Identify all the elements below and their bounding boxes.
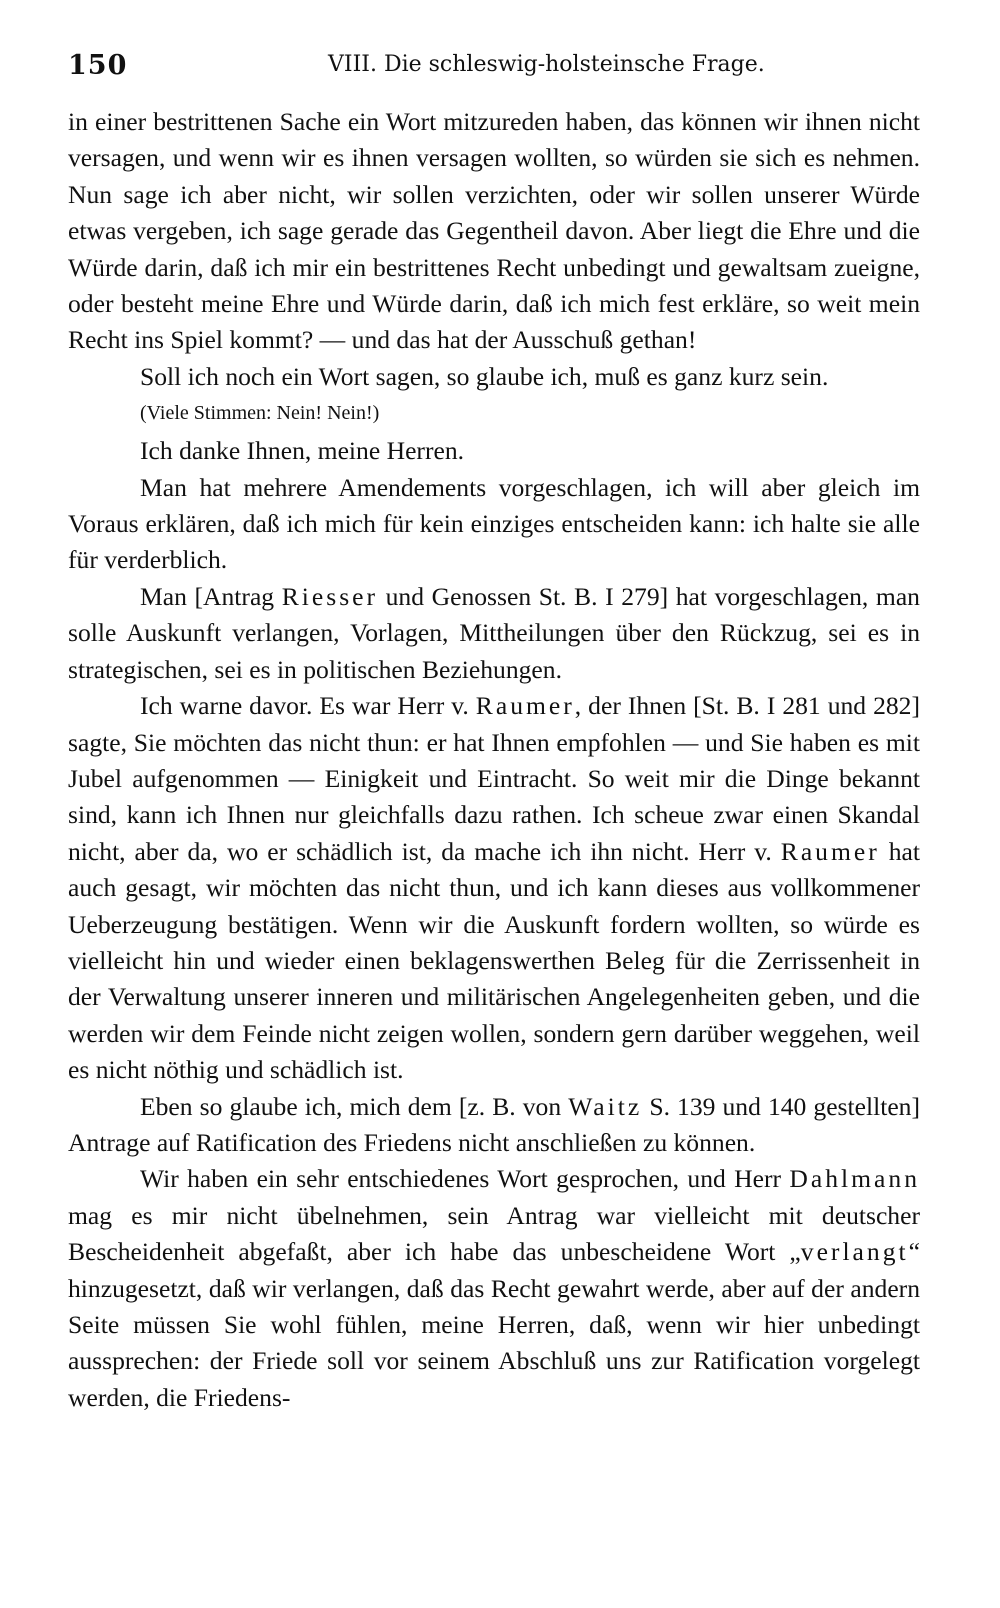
text-segment: Wir haben ein sehr entschiedenes Wort gesprochen, und Herr [140,1164,790,1194]
paragraph-continuation: in einer bestrittenen Sache ein Wort mitzureden haben, das können wir ihnen nicht versagen, und wenn wir es ihnen versagen wollten, so würden sie sich es nehmen. Nun sage ich aber nicht, wir sollen verzichten, oder wir sollen unserer Würde etwas vergeben, ich sage gerade das Gegentheil davon. Aber liegt die Ehre und die Würde darin, daß ich mir ein bestrittenes Recht unbedingt und gewaltsam zueigne, oder besteht meine Ehre und Würde darin, daß ich mich fest erkläre, so weit mein Recht ins Spiel kommt? — und das hat der Ausschuß gethan! [68,107,920,355]
spaced-word: verlangt [800,1237,909,1267]
running-head [68,40,920,90]
text-segment: S. 139 und 140 gestellten] Antrage auf Ratification des Friedens nicht anschließen zu können. [68,1091,920,1157]
paragraph: Man hat mehrere Amendements vorgeschlagen, ich will aber gleich im Voraus erklären, daß ich mich für kein einziges entscheiden kann: ich halte sie alle für verderblich. [68,472,920,575]
text-segment: und Genossen St. B. I 279] hat vorgeschlagen, man solle Auskunft verlangen, Vorlagen, Mittheilungen über den Rückzug, sei es in strategischen, sei es in politischen Beziehungen. [68,581,920,684]
paragraph: Ich danke Ihnen, meine Herren. [140,436,465,466]
text-segment: Ich warne davor. Es war Herr v. [140,691,476,721]
spaced-name: Riesser [281,581,379,611]
text-segment: “ hinzugesetzt, daß wir verlangen, daß das Recht gewahrt werde, aber auf der andern Seite müssen Sie wohl fühlen, meine Herren, daß, wenn wir hier unbedingt aussprechen: der Friede soll vor seinem Abschluß uns zur Ratification vorgelegt werden, die Friedens- [68,1237,920,1412]
paragraph [68,688,920,1088]
interjection: (Viele Stimmen: Nein! Nein!) [140,402,380,425]
book-page [68,40,920,1580]
text-segment: Eben so glaube ich, mich dem [z. B. von [140,1091,569,1121]
paragraph [68,1089,920,1162]
page-number: 150 [68,50,128,81]
text-segment: , der Ihnen [St. B. I 281 und 282] sagte, Sie möchten das nicht thun: er hat Ihnen empfohlen — und Sie haben es mit Jubel aufgenommen — Einigkeit und Eintracht. So weit mir die Dinge bekannt sind, kann ich Ihnen nur gleichfalls dazu rathen. Ich scheue zwar einen Skandal nicht, aber da, wo er schädlich ist, da mache ich ihn nicht. Herr v. [68,691,920,866]
spaced-name: Dahlmann [789,1164,920,1194]
spaced-name: Raumer [475,691,575,721]
paragraph [68,579,920,688]
text-segment: hat auch gesagt, wir möchten das nicht thun, und ich kann dieses aus vollkommener Ueberzeugung bestätigen. Wenn wir die Auskunft fordern wollten, so würde es vielleicht hin und wieder einen beklagenswerthen Beleg für die Zerrissenheit in der Verwaltung unserer inneren und militärischen Angelegenheiten geben, und die werden wir dem Feinde nicht zeigen wollen, sondern gern darüber weggehen, weil es nicht nöthig und schädlich ist. [68,836,920,1085]
chapter-title: VIII. Die schleswig-holsteinsche Frage. [328,52,765,77]
spaced-name: Waitz [568,1091,643,1121]
paragraph [68,1161,920,1416]
body-text [68,104,920,1416]
text-segment: mag es mir nicht übelnehmen, sein Antrag war vielleicht mit deutscher Bescheidenheit abgefaßt, aber ich habe das unbescheidene Wort „ [68,1200,920,1267]
spaced-name: Raumer [780,836,880,866]
paragraph: Soll ich noch ein Wort sagen, so glaube ich, muß es ganz kurz sein. [140,361,829,391]
text-segment: Man [Antrag [140,581,282,611]
